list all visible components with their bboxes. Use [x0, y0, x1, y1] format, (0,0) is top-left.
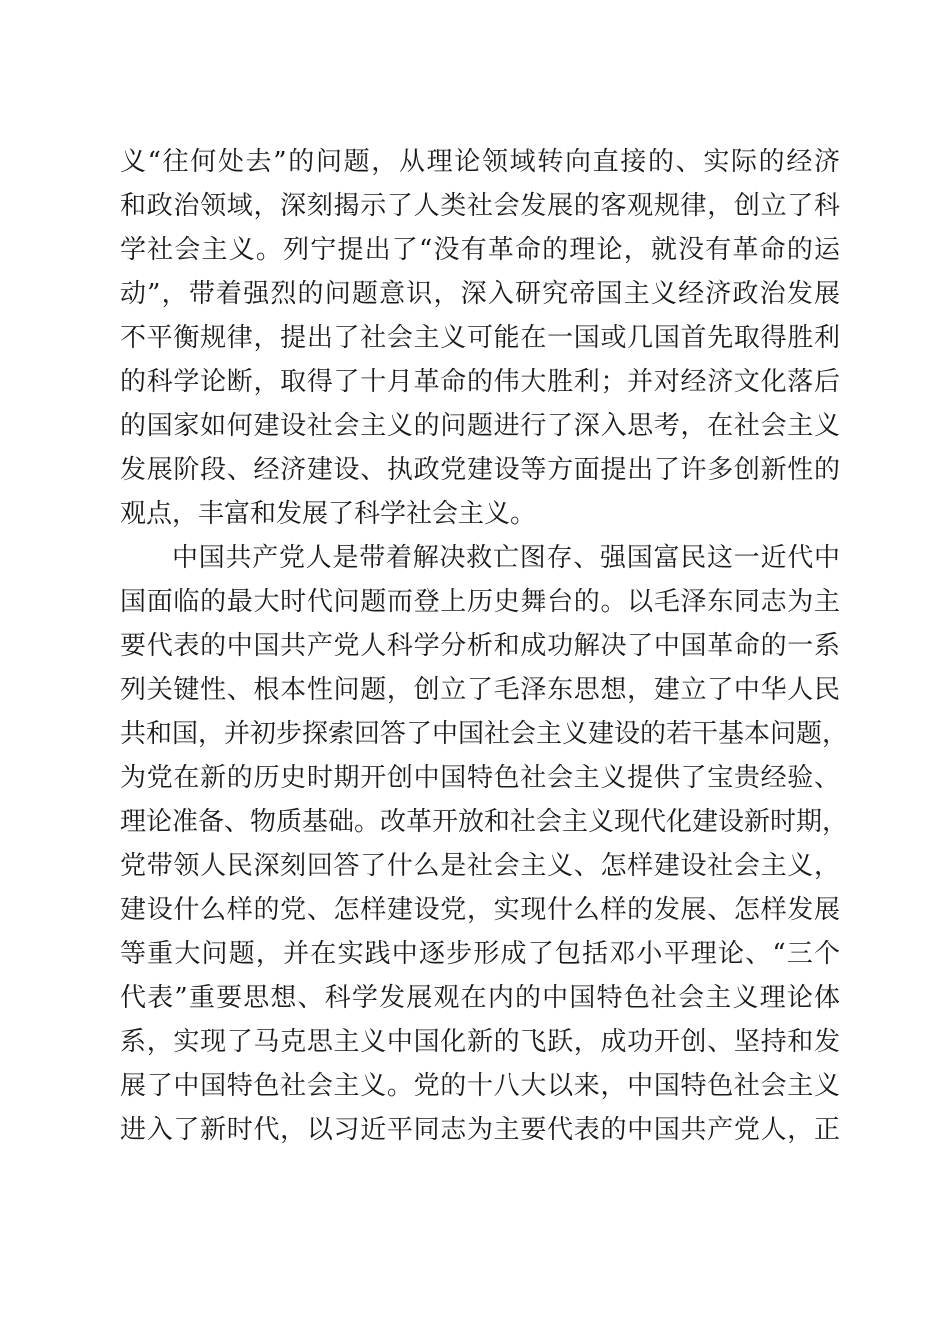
text-line: 的国家如何建设社会主义的问题进行了深入思考，在社会主义	[120, 411, 840, 441]
text-line: 进入了新时代，以习近平同志为主要代表的中国共产党人，正	[120, 1115, 840, 1145]
text-line: 不平衡规律，提出了社会主义可能在一国或几国首先取得胜利	[120, 323, 840, 353]
text-line: 为党在新的历史时期开创中国特色社会主义提供了宝贵经验、	[120, 763, 840, 793]
text-line: 动”，带着强烈的问题意识，深入研究帝国主义经济政治发展	[120, 279, 840, 309]
text-line: 列关键性、根本性问题，创立了毛泽东思想，建立了中华人民	[120, 675, 840, 705]
body-text	[120, 140, 849, 1152]
text-line: 的科学论断，取得了十月革命的伟大胜利；并对经济文化落后	[120, 367, 840, 397]
text-line: 理论准备、物质基础。改革开放和社会主义现代化建设新时期，	[120, 807, 849, 837]
text-line: 发展阶段、经济建设、执政党建设等方面提出了许多创新性的	[120, 455, 840, 485]
text-line: 系，实现了马克思主义中国化新的飞跃，成功开创、坚持和发	[120, 1027, 840, 1057]
text-line: 等重大问题，并在实践中逐步形成了包括邓小平理论、“三个	[120, 939, 840, 969]
paragraph-2	[120, 536, 849, 1152]
text-line: 党带领人民深刻回答了什么是社会主义、怎样建设社会主义，	[120, 851, 840, 881]
text-line: 国面临的最大时代问题而登上历史舞台的。以毛泽东同志为主	[120, 587, 840, 617]
text-line: 义“往何处去”的问题，从理论领域转向直接的、实际的经济	[120, 147, 840, 177]
text-line: 共和国，并初步探索回答了中国社会主义建设的若干基本问题，	[120, 719, 849, 749]
paragraph-1	[120, 140, 840, 536]
text-line: 学社会主义。列宁提出了“没有革命的理论，就没有革命的运	[120, 235, 840, 265]
text-line: 建设什么样的党、怎样建设党，实现什么样的发展、怎样发展	[120, 895, 840, 925]
text-line: 展了中国特色社会主义。党的十八大以来，中国特色社会主义	[120, 1071, 840, 1101]
text-line: 中国共产党人是带着解决救亡图存、强国富民这一近代中	[172, 543, 840, 573]
text-line: 代表”重要思想、科学发展观在内的中国特色社会主义理论体	[120, 983, 840, 1013]
text-line: 观点，丰富和发展了科学社会主义。	[120, 499, 537, 529]
text-line: 要代表的中国共产党人科学分析和成功解决了中国革命的一系	[120, 631, 840, 661]
text-line: 和政治领域，深刻揭示了人类社会发展的客观规律，创立了科	[120, 191, 840, 221]
